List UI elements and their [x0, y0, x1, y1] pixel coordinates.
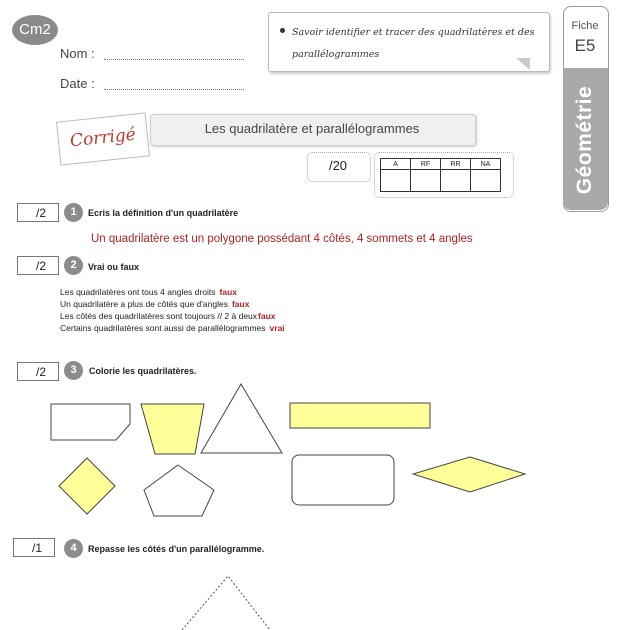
- exercise-number-3: 3: [64, 361, 83, 380]
- statement-item: Un quadrilatère a plus de côtés que d'angles faux: [60, 299, 250, 309]
- shape-pentagon-cut-rectangle[interactable]: [51, 404, 130, 440]
- grid-header-a: A: [381, 159, 411, 170]
- exercise-number-1: 1: [64, 203, 83, 222]
- grid-header-rr: RR: [441, 159, 471, 170]
- exercise-number-2: 2: [64, 256, 83, 275]
- fiche-code: E5: [574, 36, 596, 55]
- fiche-label: Fiche: [571, 20, 599, 32]
- shape-rhombus[interactable]: [413, 457, 525, 492]
- points-box-2: /2: [17, 256, 59, 275]
- points-box-3: /2: [17, 362, 59, 381]
- statement-item: Les quadrilatères ont tous 4 angles droits faux: [60, 287, 237, 297]
- score-total: /20: [328, 158, 348, 173]
- shape-rounded-rectangle[interactable]: [292, 455, 394, 505]
- statement-answer: faux: [258, 311, 276, 321]
- shape-triangle[interactable]: [201, 384, 282, 453]
- grid-header-na: NA: [471, 159, 501, 170]
- statement-answer: vrai: [269, 323, 285, 333]
- exercise-3-instruction: Colorie les quadrilatères.: [89, 366, 197, 376]
- statement-item: Certains quadrilatères sont aussi de parallélogrammes vrai: [60, 323, 285, 333]
- name-label: Nom :: [60, 46, 95, 61]
- exercise-number-4: 4: [64, 539, 83, 558]
- objective-text: Savoir identifier et tracer des quadrilatères et des parallélogrammes: [292, 27, 535, 60]
- date-label: Date :: [60, 76, 95, 91]
- grid-header-rf: RF: [411, 159, 441, 170]
- exercise-1-instruction: Ecris la définition d'un quadrilatère: [88, 208, 239, 218]
- points-box-4: /1: [13, 538, 55, 557]
- level-badge: Cm2: [12, 15, 58, 45]
- exercise-2-instruction: Vrai ou faux: [88, 262, 140, 272]
- subject-label: Géométrie: [573, 85, 596, 195]
- statement-item: Les côtés des quadrilatères sont toujours // 2 à deuxfaux: [60, 311, 276, 321]
- shape-pentagon[interactable]: [144, 465, 214, 516]
- statement-answer: faux: [231, 299, 250, 309]
- corrige-text: Corrigé: [69, 124, 137, 152]
- shape-square-diamond[interactable]: [59, 458, 115, 514]
- exercise-4-instruction: Repasse les côtés d'un parallélogramme.: [88, 544, 265, 554]
- statement-answer: faux: [219, 287, 237, 297]
- parallelogram-to-trace[interactable]: [182, 576, 270, 630]
- exercise-1-answer: Un quadrilatère est un polygone possédant 4 côtés, 4 sommets et 4 angles: [91, 233, 473, 245]
- shape-trapezoid[interactable]: [141, 404, 204, 454]
- page-title: Les quadrilatère et parallélogrammes: [204, 121, 420, 136]
- shape-rectangle[interactable]: [290, 403, 430, 428]
- points-box-1: /2: [17, 203, 59, 222]
